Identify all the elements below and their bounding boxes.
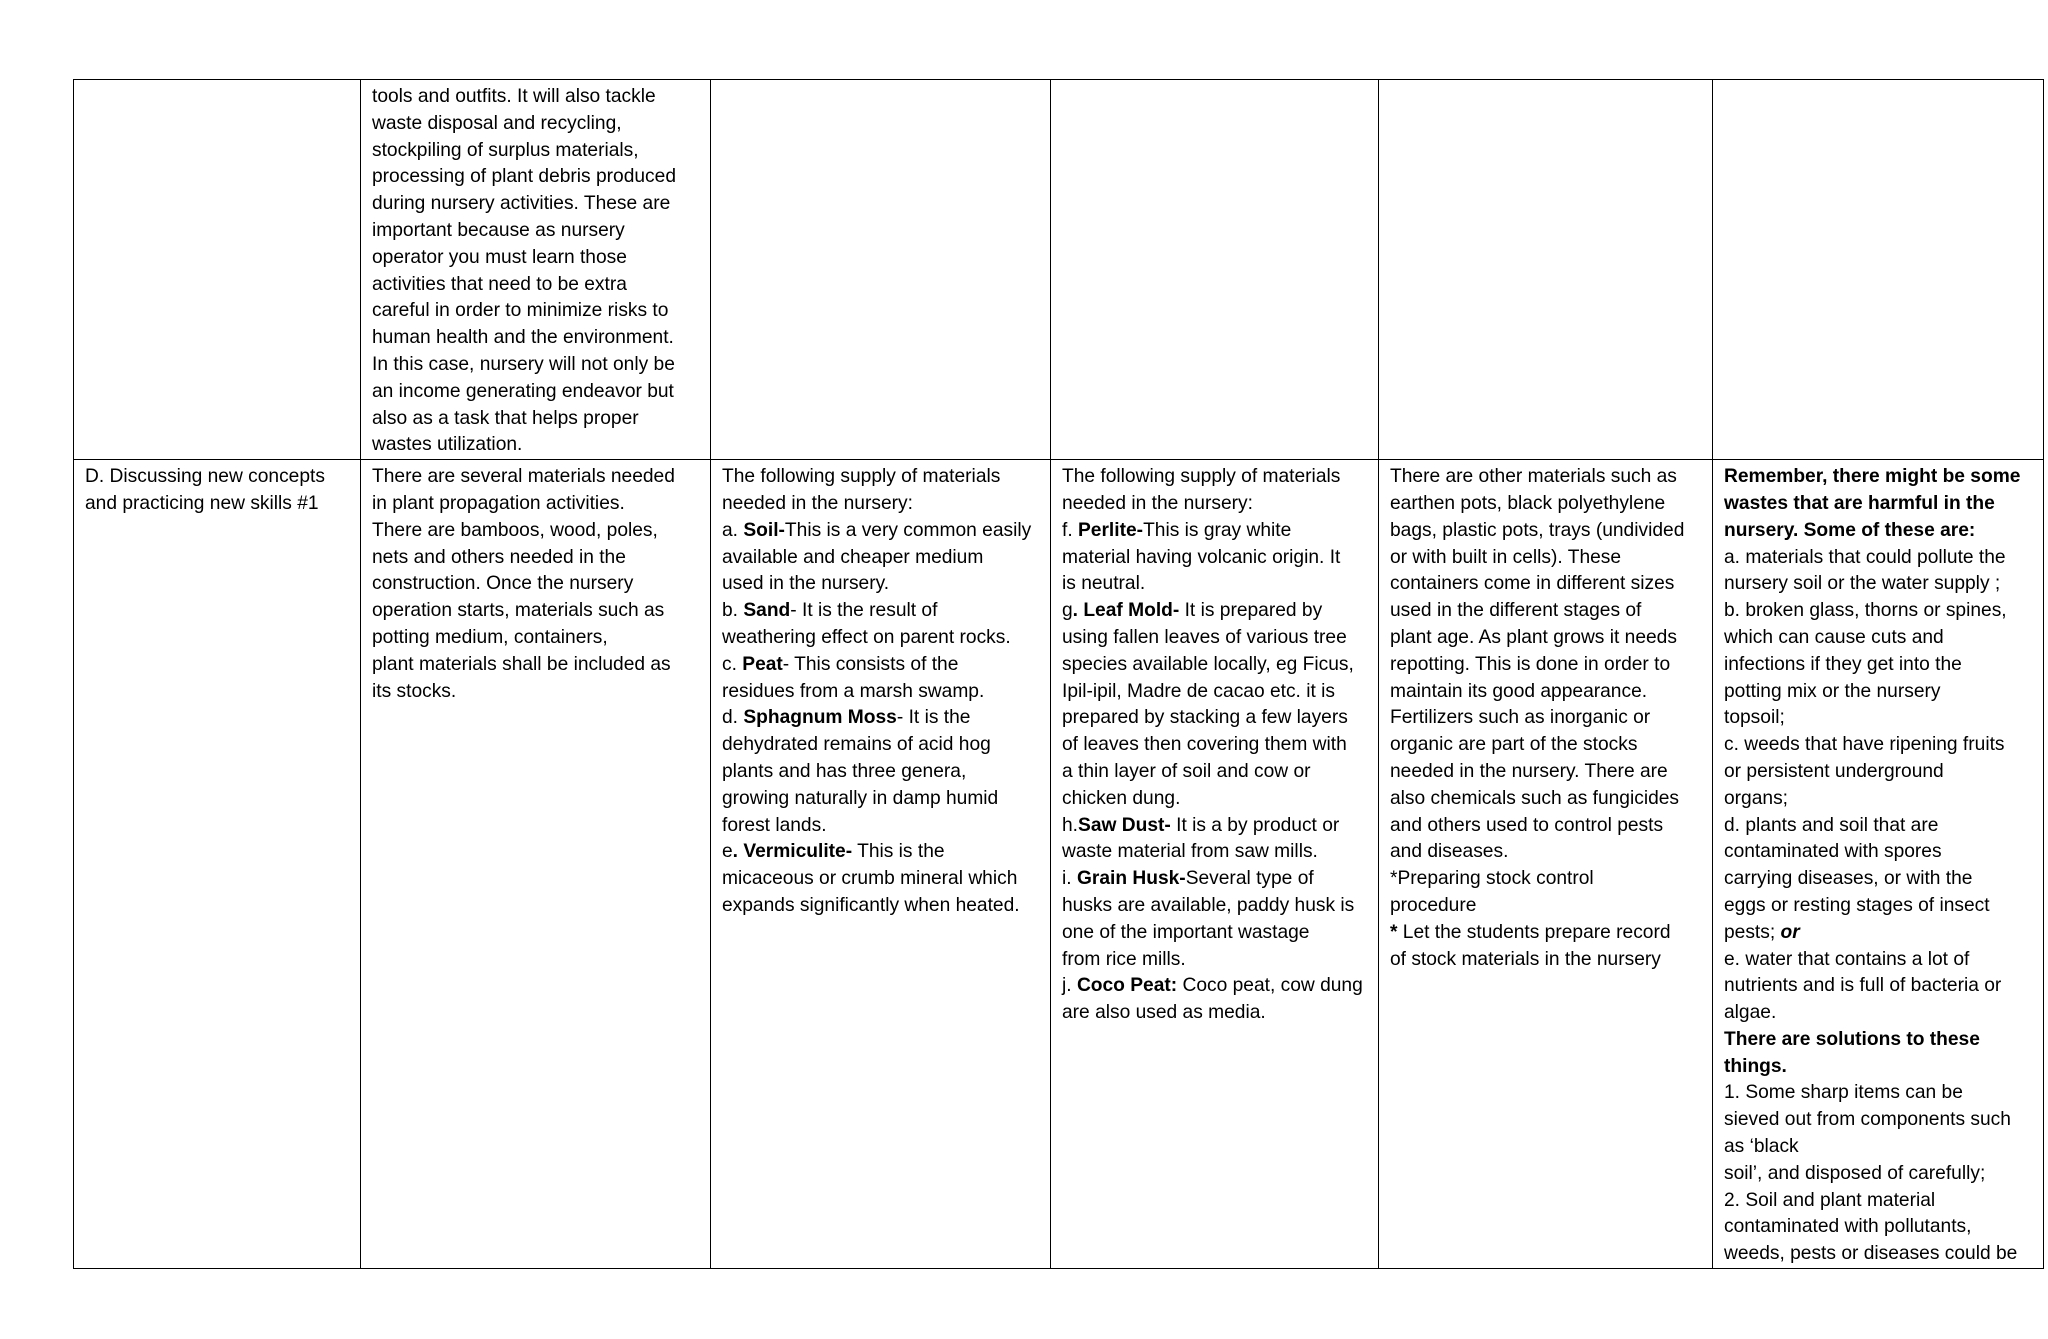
item-letter: c.: [722, 653, 743, 675]
text-line: Ipil-ipil, Madre de cacao etc. it is: [1062, 680, 1336, 702]
list-item-sphagnum-moss: [722, 705, 1039, 732]
item-term: Sphagnum Moss: [743, 707, 897, 729]
item-desc: This is the: [852, 841, 945, 863]
asterisk-marker: *: [1390, 921, 1398, 943]
text-line: plant age. As plant grows it needs: [1390, 626, 1677, 648]
text-line: eggs or resting stages of insect: [1724, 894, 1990, 916]
text-line: husks are available, paddy husk is: [1062, 894, 1355, 916]
row1-empty-cell-4: [1051, 80, 1379, 460]
text-line: which can cause cuts and: [1724, 626, 1944, 648]
row2-materials-intro-cell: [361, 460, 711, 1269]
text-line: an income generating endeavor but: [372, 380, 674, 402]
text-line: expands significantly when heated.: [722, 894, 1020, 916]
text-line: dehydrated remains of acid hog: [722, 734, 991, 756]
text-line: infections if they get into the: [1724, 653, 1962, 675]
heading-line: There are solutions to these: [1724, 1028, 1980, 1050]
list-item-peat: [722, 652, 1039, 679]
row2-containers-cell: [1379, 460, 1713, 1269]
item-desc: - It is the: [896, 707, 971, 729]
text-line: e. water that contains a lot of: [1724, 948, 1970, 970]
row1-procedure-cell: [74, 80, 361, 460]
text-line: material having volcanic origin. It: [1062, 546, 1341, 568]
list-item-soil: [722, 518, 1039, 545]
text-line: careful in order to minimize risks to: [372, 300, 669, 322]
text-line: stockpiling of surplus materials,: [372, 139, 639, 161]
text-line: processing of plant debris produced: [372, 166, 676, 188]
item-desc: Several type of: [1185, 868, 1314, 890]
text-line: earthen pots, black polyethylene: [1390, 492, 1666, 514]
text-emphasis: or: [1780, 921, 1800, 943]
text-line: forest lands.: [722, 814, 827, 836]
text-line: important because as nursery: [372, 219, 625, 241]
text-line: 1. Some sharp items can be: [1724, 1082, 1963, 1104]
item-term: Soil-: [743, 519, 785, 541]
text-line: The following supply of materials: [1062, 466, 1341, 488]
text-line: plant materials shall be included as: [372, 653, 671, 675]
item-term: Saw Dust-: [1078, 814, 1171, 836]
item-term: Coco Peat:: [1076, 975, 1178, 997]
text-line: soil’, and disposed of carefully;: [1724, 1162, 1986, 1184]
text-line: during nursery activities. These are: [372, 193, 671, 215]
text-line: of leaves then covering them with: [1062, 734, 1347, 756]
list-item-perlite: [1062, 518, 1367, 545]
text-line: needed in the nursery:: [722, 492, 913, 514]
text-line: There are several materials needed: [372, 466, 675, 488]
text-line: carrying diseases, or with the: [1724, 868, 1973, 890]
item-desc: - This consists of the: [782, 653, 959, 675]
text-line: a. materials that could pollute the: [1724, 546, 2006, 568]
text-line: There are other materials such as: [1390, 466, 1677, 488]
text-line: [1724, 920, 2032, 947]
text-line: used in the different stages of: [1390, 600, 1642, 622]
item-term: Perlite-: [1078, 519, 1144, 541]
text-line: micaceous or crumb mineral which: [722, 868, 1018, 890]
text-line: nursery soil or the water supply ;: [1724, 573, 2001, 595]
row2-supply-list-f-j-cell: [1051, 460, 1379, 1269]
text-line: weathering effect on parent rocks.: [722, 626, 1011, 648]
row2-procedure-cell: [74, 460, 361, 1269]
text-line: organic are part of the stocks: [1390, 734, 1638, 756]
procedure-label-line: and practicing new skills #1: [85, 492, 319, 514]
row2-harmful-wastes-cell: [1713, 460, 2044, 1269]
item-desc: It is prepared by: [1179, 600, 1323, 622]
text-line: topsoil;: [1724, 707, 1785, 729]
text-line: also chemicals such as fungicides: [1390, 787, 1680, 809]
text-line: available and cheaper medium: [722, 546, 984, 568]
row1-empty-cell-3: [711, 80, 1051, 460]
text-line: bags, plastic pots, trays (undivided: [1390, 519, 1685, 541]
text-line: weeds, pests or diseases could be: [1724, 1243, 2018, 1265]
list-item-vermiculite: [722, 839, 1039, 866]
item-term: . Vermiculite-: [732, 841, 853, 863]
text-line: waste disposal and recycling,: [372, 112, 622, 134]
text-line: human health and the environment.: [372, 327, 674, 349]
text-line: wastes utilization.: [372, 434, 523, 456]
item-letter: b.: [722, 600, 744, 622]
row2-supply-list-a-e-cell: [711, 460, 1051, 1269]
lesson-plan-table: [73, 79, 2044, 1269]
item-letter: d.: [722, 707, 744, 729]
heading-line: wastes that are harmful in the: [1724, 492, 1995, 514]
item-desc: Coco peat, cow dung: [1177, 975, 1363, 997]
list-item-leaf-mold: [1062, 598, 1367, 625]
text-line: of stock materials in the nursery: [1390, 948, 1661, 970]
item-letter: f.: [1062, 519, 1078, 541]
text-line: operation starts, materials such as: [372, 600, 665, 622]
text-line: containers come in different sizes: [1390, 573, 1675, 595]
text-line: The following supply of materials: [722, 466, 1001, 488]
text-line: needed in the nursery. There are: [1390, 760, 1668, 782]
text-line: residues from a marsh swamp.: [722, 680, 985, 702]
item-letter: j.: [1062, 975, 1077, 997]
table-row-continuation: [74, 80, 2044, 460]
text-line: 2. Soil and plant material: [1724, 1189, 1936, 1211]
text-line: contaminated with pollutants,: [1724, 1216, 1972, 1238]
text-line: c. weeds that have ripening fruits: [1724, 734, 2005, 756]
text-plain: pests;: [1724, 921, 1781, 943]
text-line: tools and outfits. It will also tackle: [372, 86, 656, 107]
text-line: nets and others needed in the: [372, 546, 626, 568]
text-line: operator you must learn those: [372, 246, 627, 268]
student-task-line: [1390, 920, 1701, 947]
text-line: waste material from saw mills.: [1062, 841, 1318, 863]
text-line: chicken dung.: [1062, 787, 1181, 809]
text-line: plants and has three genera,: [722, 760, 967, 782]
row1-content-cell: [361, 80, 711, 460]
text-line: procedure: [1390, 894, 1477, 916]
list-item-grain-husk: [1062, 866, 1367, 893]
text-line: There are bamboos, wood, poles,: [372, 519, 658, 541]
text-line: In this case, nursery will not only be: [372, 353, 675, 375]
text-line: *Preparing stock control: [1390, 868, 1594, 890]
text-line: construction. Once the nursery: [372, 573, 634, 595]
item-letter: h.: [1062, 814, 1079, 836]
item-letter: a.: [722, 519, 744, 541]
item-desc: This is a very common easily: [784, 519, 1032, 541]
text-line: or persistent underground: [1724, 760, 1944, 782]
item-term: Grain Husk-: [1076, 868, 1186, 890]
text-line: Fertilizers such as inorganic or: [1390, 707, 1651, 729]
text-line: its stocks.: [372, 680, 457, 702]
row1-empty-cell-6: [1713, 80, 2044, 460]
text-line: from rice mills.: [1062, 948, 1186, 970]
heading-line: things.: [1724, 1055, 1787, 1077]
text-line: repotting. This is done in order to: [1390, 653, 1671, 675]
text-line: one of the important wastage: [1062, 921, 1310, 943]
list-item-saw-dust: [1062, 813, 1367, 840]
text-line: algae.: [1724, 1002, 1777, 1024]
text-line: sieved out from components such: [1724, 1109, 2011, 1131]
text-line: maintain its good appearance.: [1390, 680, 1648, 702]
row1-empty-cell-5: [1379, 80, 1713, 460]
item-desc: It is a by product or: [1170, 814, 1340, 836]
procedure-label-line: D. Discussing new concepts: [85, 466, 325, 488]
text-line: used in the nursery.: [722, 573, 890, 595]
item-desc: This is gray white: [1143, 519, 1292, 541]
text-line: potting medium, containers,: [372, 626, 608, 648]
item-term: Sand: [743, 600, 791, 622]
text-line: prepared by stacking a few layers: [1062, 707, 1348, 729]
item-term: Peat: [742, 653, 783, 675]
item-letter: g: [1062, 600, 1073, 622]
heading-line: Remember, there might be some: [1724, 466, 2021, 488]
item-letter: e: [722, 841, 733, 863]
text-line: b. broken glass, thorns or spines,: [1724, 600, 2007, 622]
text-line: and others used to control pests: [1390, 814, 1664, 836]
text-line: species available locally, eg Ficus,: [1062, 653, 1354, 675]
text-line: a thin layer of soil and cow or: [1062, 760, 1311, 782]
text-line: are also used as media.: [1062, 1002, 1266, 1024]
item-letter: i.: [1062, 868, 1077, 890]
item-desc: - It is the result of: [790, 600, 938, 622]
text-line: and diseases.: [1390, 841, 1509, 863]
text-line: d. plants and soil that are: [1724, 814, 1939, 836]
text-line: also as a task that helps proper: [372, 407, 639, 429]
item-term: . Leaf Mold-: [1072, 600, 1180, 622]
heading-line: nursery. Some of these are:: [1724, 519, 1976, 541]
text-line: contaminated with spores: [1724, 841, 1942, 863]
text-line: growing naturally in damp humid: [722, 787, 999, 809]
text-line: using fallen leaves of various tree: [1062, 626, 1347, 648]
text-line: as ‘black: [1724, 1136, 1799, 1158]
text-line: activities that need to be extra: [372, 273, 627, 295]
text-line: is neutral.: [1062, 573, 1146, 595]
text-line: or with built in cells). These: [1390, 546, 1622, 568]
table-row-discussing-new-concepts: [74, 460, 2044, 1269]
list-item-sand: [722, 598, 1039, 625]
text-line: organs;: [1724, 787, 1788, 809]
list-item-coco-peat: [1062, 973, 1367, 1000]
task-text: Let the students prepare record: [1397, 921, 1671, 943]
text-line: in plant propagation activities.: [372, 492, 625, 514]
text-line: nutrients and is full of bacteria or: [1724, 975, 2002, 997]
text-line: needed in the nursery:: [1062, 492, 1253, 514]
text-line: potting mix or the nursery: [1724, 680, 1941, 702]
